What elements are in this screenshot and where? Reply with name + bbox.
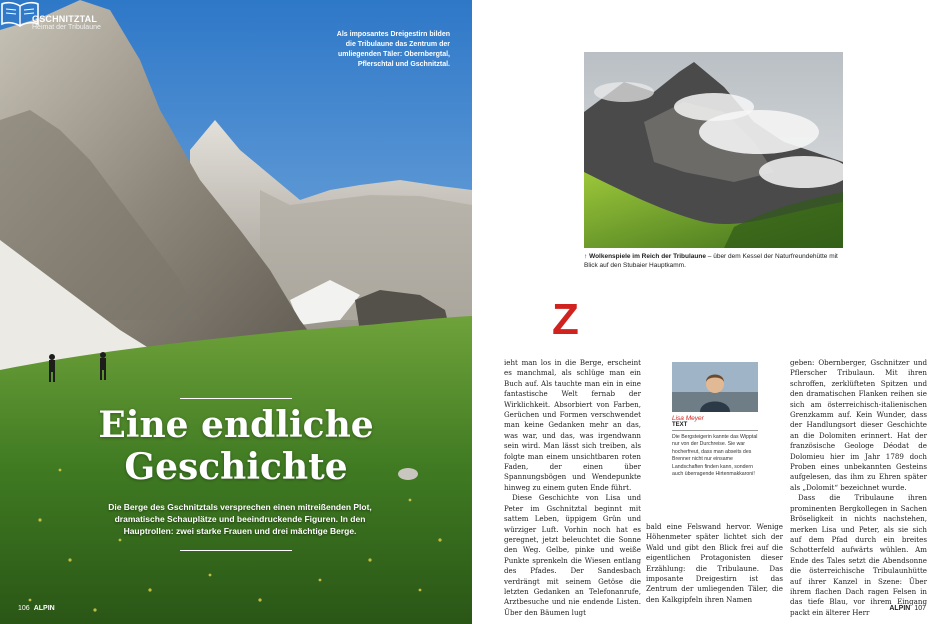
cloud-mountain-photo	[584, 52, 843, 248]
section-kicker-subtitle: Heimat der Tribulaune	[32, 24, 101, 31]
body-column-1	[504, 358, 641, 618]
photo-caption-bold: Wolkenspiele im Reich der Tribulaune	[589, 253, 706, 260]
page-number-right: 107	[914, 605, 926, 612]
magazine-name-right: ALPIN	[889, 605, 911, 612]
title-line-2: Geschichte	[124, 446, 348, 488]
author-name: Lisa Meyer	[672, 415, 704, 422]
magazine-name-left: ALPIN	[33, 605, 55, 612]
section-kicker: GSCHNITZTAL	[32, 14, 98, 24]
body-column-2	[646, 522, 783, 605]
paragraph: bald eine Felswand hervor. Wenige Höhenmeter später lichtet sich der Wald und gibt den Blick frei auf die eigentlichen Protagonisten dieser Erzählung: die Tribulaune. Das imposante Dreigestirn ist das Zentrum der umliegenden Täler, die den Kalkgipfeln ihren Namen	[646, 522, 783, 604]
article-title	[0, 404, 472, 488]
title-line-1: Eine endliche	[98, 404, 374, 446]
body-column-3	[790, 358, 927, 618]
drop-cap: Z	[552, 295, 579, 344]
article-deck: Die Berge des Gschnitztals versprechen einen mitreißenden Plot, dramatische Schauplätze und beeindruckende Figuren. In den Hauptrollen: zwei starke Frauen und drei mächtige Berge.	[108, 502, 372, 536]
right-page	[472, 0, 940, 624]
photo-caption-rest: – über dem Kessel der Naturfreundehütte mit Blick auf den Stubaier Hauptkamm.	[584, 253, 838, 269]
paragraph: ieht man los in die Berge, erscheint es manchmal, als schlüge man ein Buch auf. Als tauchte man ein in eine fantastische Welt fernab der Wirklichkeit. Absorbiert von Farben, Gerüchen und Formen verschwendet man keine Gedanken mehr an das, was war, und das, was irgendwann sein wird. Man lässt sich treiben, als folgte man einem unsichtbaren roten Faden, der einen über Spannungsbögen und Wendepunkte hinweg zu einem guten Ende führt.	[504, 358, 641, 492]
author-bio: Die Bergsteigerin kannte das Wipptal nur von der Durchreise. Sie war hocherfreut, dass man abseits des Brenner nicht nur einsame Landschaften finden kann, sondern auch überragende Hirtenmakkaroni!	[672, 434, 758, 478]
title-rule-top	[180, 398, 292, 399]
open-book-icon	[0, 0, 40, 28]
paragraph: Diese Geschichte von Lisa und Peter im Gschnitztal beginnt mit sattem Leben, üppigem Grün und würziger Luft. Vorhin noch hat es geregnet, jetzt beleuchtet die Sonne den Weg. Gelbe, pinke und weiße Punkte sprenkeln die Wiesen entlang des Pfades. Der Sandesbach verdrängt mit seinem Getöse die letzten Gedanken an Telefonanrufe, Arztbesuche und nie endende Listen. Über den Bäumen lugt	[504, 493, 641, 617]
paragraph: geben: Obernberger, Gschnitzer und Pflerscher Tribulaun. Mit ihren schroffen, zerklüfteten Spitzen und den dramatischen Flanken reihen sie sich am österreichisch-italienischen Grenzkamm auf. Kein Wunder, dass der Handlungsort dieser Geschichte an die Dolomiten erinnert. Hat der französische Geologe Déodat de Dolomieu hier im Jahr 1789 doch Proben eines unbekannten Gesteins aufgelesen, das ihm zu Ehren später als „Dolomit“ bezeichnet wurde.	[790, 358, 927, 492]
folio-left	[18, 605, 55, 612]
author-box	[672, 362, 758, 478]
folio-right	[889, 605, 926, 612]
deck-rule-bottom	[180, 550, 292, 551]
page-number-left: 106	[18, 605, 30, 612]
author-role: TEXT	[672, 422, 758, 431]
caption-arrow-icon: ↑	[584, 253, 590, 260]
author-photo	[672, 362, 758, 412]
photo-caption-left: Als imposantes Dreigestirn bilden die Tribulaune das Zentrum der umliegenden Täler: Obernbergtal, Pflerschtal und Gschnitztal.	[336, 31, 450, 68]
photo-caption-right	[584, 252, 844, 270]
paragraph: Dass die Tribulaune ihren prominenten Bergkollegen in Sachen Bröseligkeit in nichts nachstehen, merken Lisa und Peter, als sie sich auf dem Pfad durch ein breites Schotterfeld aufwärts wühlen. Am Ende des Tales setzt die Abendsonne die österreichische Tribulaunhütte auf ihrer Kanzel in Szene: Über ihrem flachen Dach ragen Felsen in das tiefe Blau, vor ihrem Eingang packt ein älterer Herr	[790, 493, 927, 617]
